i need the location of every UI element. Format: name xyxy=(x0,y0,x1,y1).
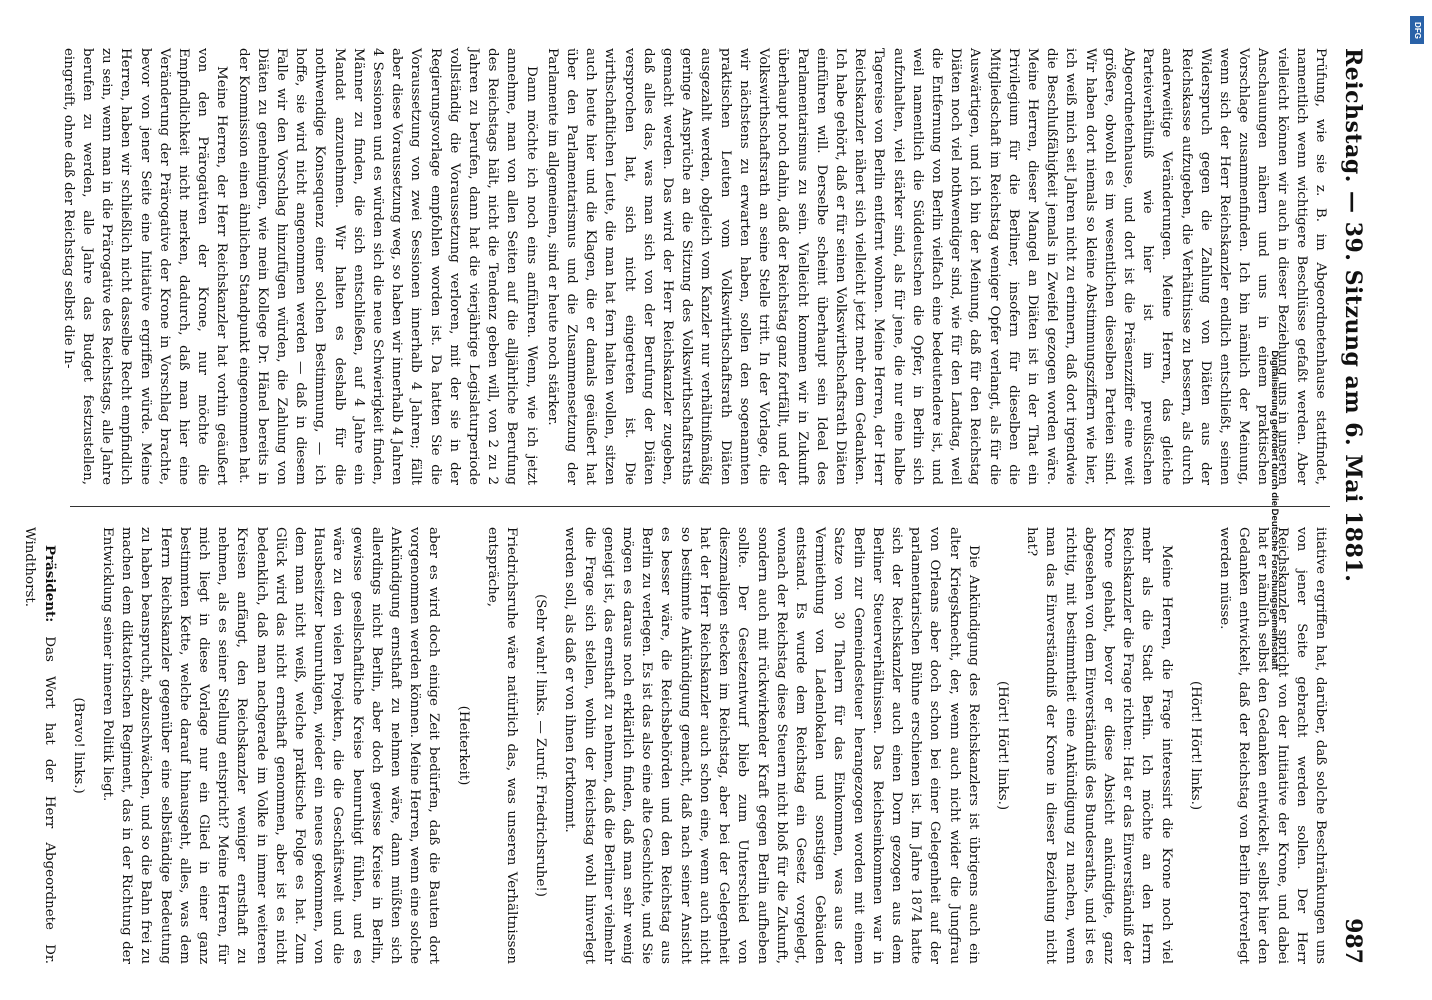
interjection: (Sehr wahr! links. — Zuruf: Friedrichsruhe!) xyxy=(533,593,549,898)
paragraph: aber es wird doch einige Zeit bedürfen, daß die Bauten dort vorgenommen werden können. Meine Herren, wenn eine solche Ankündigung ernsthaft zu nehmen wäre, dann müßten sich allerdings nicht Berlin, aber doch gewisse Kreise in Berlin, gewisse gesellschaftliche Kreise beunruhigt fühlen, und es wäre zu den vielen Projekten, die die Geschäftswelt und die Hausbesitzer beunruhigen, wieder ein neues gekommen, von dem man nicht weiß, welche praktische Folge es hat. Zum Glück wird das nicht ernsthaft genommen, aber ist es nicht bedenklich, daß man nachgerade im Volke in immer weiteren Kreisen anfängt, den Reichskanzler weniger ernsthaft zu nehmen, als es seiner Stellung entspricht? Meine Herren, für mich liegt in diese Vorlage nur ein Glied in einer ganz bestimmten Kette, welche darauf hinausgeht, alles, was dem Herrn Reichskanzler gegenüber eine selbständige Bedeutung zu haben beansprucht, abzuschwächen, und so die Bahn frei zu machen dem diktatorischen Regiment, das in der Richtung der Entwicklung seiner inneren Politik liegt. xyxy=(100,527,442,964)
interjection: (Hört! Hört! links.) xyxy=(1187,680,1203,811)
paragraph: itiative ergriffen hat, darüber, daß solche Beschränkungen uns von jener Seite gebracht werden sollen. Der Herr Reichskanzler spricht von der Initiative der Krone, und dabei hat er nämlich selbst den Gedanken entwickelt, selbst hier den Gedanken entwickelt, daß der Reichstag von Berlin fortverlegt werden müsse. xyxy=(1216,527,1328,964)
paragraph: Prüfung, wie sie z. B. im Abgeordnetenhause stattfindet, namentlich wenn wichtigere Beschlüsse gefaßt werden. Aber vielleicht können wir auch in dieser Beziehung uns in unseren Anschauungen nähern und uns in einem praktischen Vorschlage zusammenfinden. Ich bin nämlich der Meinung, wenn sich der Herr Reichskanzler endlich entschließt, seinen Widerspruch gegen die Zahlung von Diäten aus der Reichskasse aufzugeben, die Verhältnisse zu bessern, als durch anderweitige Veränderungen. Meine Herren, das gleiche Parteiverhältniß wie hier ist im preußischen Abgeordnetenhause, und dort ist die Präsenzziffer eine weit größere, obwohl es im wesentlichen dieselben Parteien sind. Wir haben dort niemals so kleine Abstimmungsziffern wie hier, ich weiß mich seit Jahren nicht zu erinnern, daß dort irgendwie die Beschlußfähigkeit jemals in Zweifel gezogen worden wäre. Meine Herren, dieser Mangel an Diäten ist in der That ein Privilegium für die Berliner, insofern für dieselben die Mitgliedschaft im Reichstag weniger Opfer verlangt, als für die Auswärtigen, und ich bin der Meinung, daß für den Reichstag Diäten noch viel nothwendiger sind, wie für den Landtag, weil die Entfernung von Berlin vielfach eine bedeutendere ist, und weil namentlich die Süddeutschen die Opfer, in Berlin sich aufzuhalten, viel stärker sind, als für jene, die nur eine halbe Tagereise von Berlin entfernt wohnen. Meine Herren, der Herr Reichskanzler nähert sich vielleicht jetzt mehr dem Gedanken. Ich habe gehört, daß er für seinen Volkswirthschaftsrath Diäten einführen will. Derselbe scheint überhaupt sein Ideal des Parlamentarismus zu sein. Vielleicht kommen wir in Zukunft überhaupt noch dahin, daß der Reichstag ganz fortfällt, und der Volkswirthschaftsrath an seine Stelle tritt. In der Vorlage, die wir nächstens zu erwarten haben, sollen den sogenannten praktischen Leuten vom Volkswirthschaftsrath Diäten ausgezahlt werden, obgleich vom Kanzler nur verhältnißmäßig geringe Ansprüche an die Sitzung des Volkswirthschaftsraths gemacht werden. Das wird der Herr Reichskanzler zugeben, daß alles das, was man sich von der Berufung der Diäten versprochen hat, sich nicht eingetreten ist. Die wirthschaftlichen Leute, die man hat fern halten wollen, sitzen auch heute hier und die Klagen, die er damals geäußert hat über den Parlamentarismus und die Zusammensetzung der Parlamente im allgemeinen, sind er heute noch stärker. xyxy=(544,48,1328,485)
credit-text: Digitalisierung gefördert durch die Deutsche Forschungsgemeinschaft xyxy=(1268,350,1280,670)
paragraph: Friedrichsruhe wäre natürlich das, was unseren Verhältnissen entspräche, xyxy=(484,527,520,964)
paragraph: Die Ankündigung des Reichskanzlers ist übrigens auch ein alter Kriegsknecht, der, wenn auch nicht wider die Jungfrau von Orleans aber doch schon bei einer Gelegenheit auf der parlamentarischen Bühne erschienen ist. Im Jahre 1874 hatte sich der Reichskanzler auch einen Dorn gezogen aus dem Berliner Steuerverhältnissen. Das Reichseinkommen war in Berlin zur Gemeindesteuer herangezogen worden mit einem Satze von 30 Thalern für das Einkommen, was aus der Vermiethung von Ladenlokalen und sonstigen Gebäuden entstand. Es wurde dem Reichstag ein Gesetz vorgelegt, wonach der Reichstag diese Steuern nicht bloß für die Zukunft, sondern auch mit rückwirkender Kraft gegen Berlin aufheben sollte. Der Gesetzentwurf blieb zum Unterschied von dieszmaligen stecken im Reichstag, aber bei der Gelegenheit hat der Herr Reichskanzler auch schon eine, wenn auch nicht so bestimmte Ankündigung gemacht, daß nach seiner Ansicht es besser wäre, die Reichsbehörden und den Reichstag aus Berlin zu verlegen. Es ist das also eine alte Geschichte, und Sie mögen es daraus noch erklärlich finden, daß man sehr wenig geneigt ist, das ernsthaft zu nehmen, daß die Berliner vielmehr die Frage sich stellen, wohin der Reichstag wohl hinverlegt werden soll, als daß er von ihnen fortkommt. xyxy=(562,527,981,964)
speaker-label: Präsident: xyxy=(41,545,58,623)
president-line xyxy=(20,527,58,964)
dfg-logo: DFG xyxy=(1410,16,1424,44)
interjection: (Heiterkeit) xyxy=(455,705,471,786)
text-columns xyxy=(22,48,1330,965)
paragraph: Meine Herren, der Herr Reichskanzler hat vorhin geäußert von den Prärogativen der Krone, nur möchte die Empfindlichkeit nicht merken, dadurch, daß man hier eine Veränderung der Prärogative der Krone in Vorschlag brachte, bevor von jener Seite eine Initiative ergriffen würde. Meine Herren, haben wir schließlich nicht dasselbe Recht empfindlich zu sein, wenn man in die Prärogative des Reichstags, alle Jahre berufen zu werden, alle Jahre das Budget festzustellen, eingreift, ohne daß der Reichstag selbst die In- xyxy=(60,48,230,485)
document-page xyxy=(22,0,1422,1000)
paragraph: Dann möchte ich noch eins anführen. Wenn, wie ich jetzt annehme, man von allen Seiten auf die alljährliche Berufung des Reichstags hält, nicht die Tendenz geben will, von 2 zu 2 Jahren zu berufen, dann hat die vierjährige Legislaturperiode vollständig die Voraussetzung verloren, mit der sie in der Regierungsvorlage empfohlen worden ist. Da hatten Sie die Voraussetzung von zwei Sessionen innerhalb 4 Jahren; fällt aber diese Voraussetzung weg, so haben wir innerhalb 4 Jahren 4 Sessionen und es würden sich die neue Schwierigkeit finden, Männer zu finden, die sich entschließen, auf 4 Jahre ein Mandat anzunehmen. Wir halten es deshalb für die nothwendige Konsequenz einer solchen Bestimmung, — ich hoffe, sie wird nicht angenommen werden — daß in diesem Falle wir den Vorschlag hinzufügen würden, die Zahlung von Diäten zu genehmigen, wie mein Kollege Dr. Hänel bereits in der Kommission einen ähnlichen Standpunkt eingenommen hat. xyxy=(235,48,539,485)
paragraph: Meine Herren, die Frage interessirt die Krone noch viel mehr als die Stadt Berlin. Ich möchte an den Herrn Reichskanzler die Frage richten: Hat er das Einverständniß der Krone gehabt, bevor er diese Absicht ankündigte, ganz abgesehen von dem Einverständniß des Bundesraths, und ist es richtig, mit bestimmtheit eine Ankündigung zu machen, wenn man das Einverständniß der Krone in dieser Beziehung nicht hat? xyxy=(1024,527,1174,964)
right-column xyxy=(18,527,1330,964)
speaker-text: Das Wort hat der Herr Abgeordnete Dr. Windthorst. xyxy=(22,527,57,965)
page-header xyxy=(1340,48,1386,964)
interjection: (Bravo! links.) xyxy=(70,697,86,794)
interjection: (Hört! Hört! links.) xyxy=(994,680,1010,811)
running-header: Reichstag. — 39. Sitzung am 6. Mai 1881. xyxy=(1340,48,1366,583)
left-column xyxy=(18,48,1330,485)
page-number: 987 xyxy=(1340,918,1366,964)
